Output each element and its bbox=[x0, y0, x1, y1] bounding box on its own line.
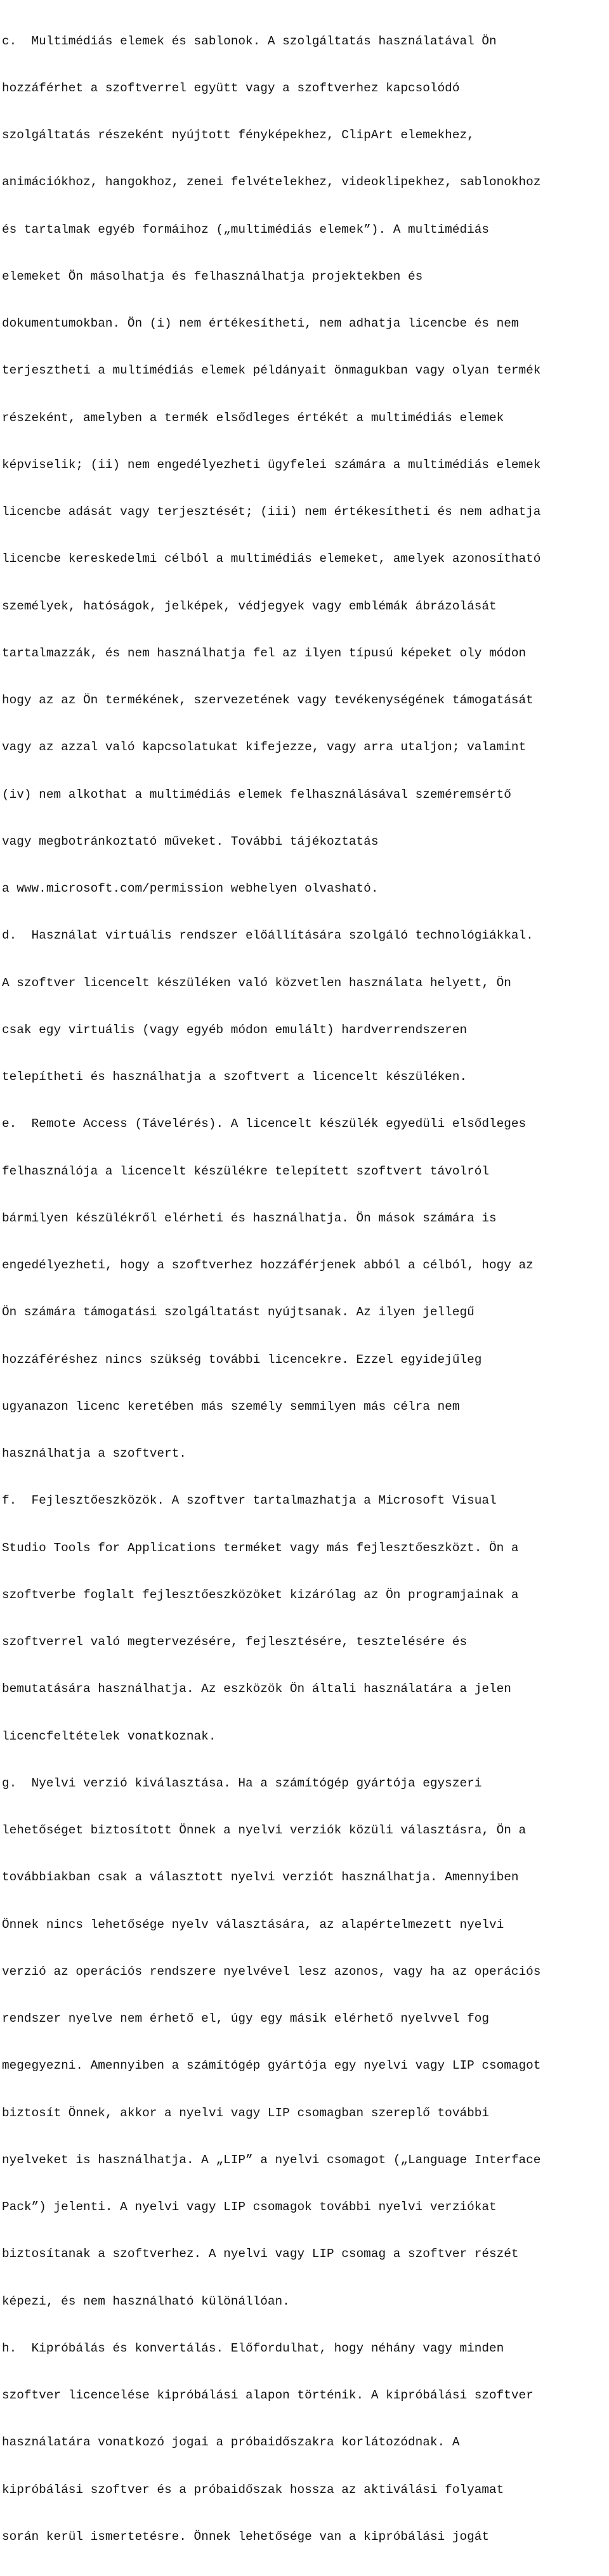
text-line: továbbiakban csak a választott nyelvi verziót használhatja. Amennyiben bbox=[2, 1870, 519, 1885]
text-line: lehetőséget biztosított Önnek a nyelvi verziók közüli választásra, Ön a bbox=[2, 1823, 527, 1837]
license-text-body bbox=[2, 2, 608, 2576]
text-line: rendszer nyelve nem érhető el, úgy egy másik elérhető nyelvvel fog bbox=[2, 2012, 489, 2026]
text-line: szolgáltatás részeként nyújtott fényképekhez, ClipArt elemekhez, bbox=[2, 128, 475, 142]
text-line: g. Nyelvi verzió kiválasztása. Ha a számítógép gyártója egyszeri bbox=[2, 1776, 482, 1790]
text-line: h. Kipróbálás és konvertálás. Előfordulhat, hogy néhány vagy minden bbox=[2, 2341, 504, 2355]
text-line: használatára vonatkozó jogai a próbaidőszakra korlátozódnak. A bbox=[2, 2435, 460, 2450]
text-line: és tartalmak egyéb formáihoz („multimédiás elemek”). A multimédiás bbox=[2, 222, 489, 237]
text-line: vagy megbotránkoztató műveket. További tájékoztatás bbox=[2, 834, 379, 849]
text-line: telepítheti és használhatja a szoftvert a licencelt készüléken. bbox=[2, 1070, 468, 1084]
text-line: c. Multimédiás elemek és sablonok. A szolgáltatás használatával Ön bbox=[2, 34, 497, 48]
text-line: kipróbálási szoftver és a próbaidőszak hossza az aktiválási folyamat bbox=[2, 2482, 504, 2497]
text-line: verzió az operációs rendszere nyelvével lesz azonos, vagy ha az operációs bbox=[2, 1964, 541, 1979]
text-line: csak egy virtuális (vagy egyéb módon emulált) hardverrendszeren bbox=[2, 1022, 468, 1037]
text-line: tartalmazzák, és nem használhatja fel az ilyen típusú képeket oly módon bbox=[2, 646, 527, 660]
text-line: szoftverrel való megtervezésére, fejlesztésére, tesztelésére és bbox=[2, 1635, 468, 1649]
text-line: során kerül ismertetésre. Önnek lehetősége van a kipróbálási jogát bbox=[2, 2529, 489, 2544]
text-line: hogy az az Ön termékének, szervezetének vagy tevékenységének támogatását bbox=[2, 693, 534, 707]
text-line: szoftverbe foglalt fejlesztőeszközöket kizárólag az Ön programjainak a bbox=[2, 1587, 519, 1602]
text-line: e. Remote Access (Távelérés). A licencelt készülék egyedüli elsődleges bbox=[2, 1117, 527, 1131]
text-line: f. Fejlesztőeszközök. A szoftver tartalmazhatja a Microsoft Visual bbox=[2, 1493, 497, 1508]
text-line: használhatja a szoftvert. bbox=[2, 1447, 187, 1460]
text-line: licencbe kereskedelmi célból a multimédiás elemeket, amelyek azonosítható bbox=[2, 552, 541, 566]
text-line: animációkhoz, hangokhoz, zenei felvételekhez, videoklipekhez, sablonokhoz bbox=[2, 175, 541, 190]
text-line: személyek, hatóságok, jelképek, védjegyek vagy emblémák ábrázolását bbox=[2, 599, 497, 613]
text-line: a www.microsoft.com/permission webhelyen olvasható. bbox=[2, 881, 379, 895]
text-line: ugyanazon licenc keretében más személy semmilyen más célra nem bbox=[2, 1399, 460, 1414]
text-line: licencbe adását vagy terjesztését; (iii) nem értékesítheti és nem adhatja bbox=[2, 505, 541, 519]
text-line: bármilyen készülékről elérheti és használhatja. Ön mások számára is bbox=[2, 1211, 497, 1225]
text-line: bemutatására használhatja. Az eszközök Ön általi használatára a jelen bbox=[2, 1682, 511, 1696]
text-line: Pack”) jelenti. A nyelvi vagy LIP csomagok további nyelvi verziókat bbox=[2, 2200, 497, 2214]
text-line: Studio Tools for Applications terméket vagy más fejlesztőeszközt. Ön a bbox=[2, 1540, 519, 1555]
text-line: Önnek nincs lehetősége nyelv választására, az alapértelmezett nyelvi bbox=[2, 1917, 504, 1932]
text-line: felhasználója a licencelt készülékre telepített szoftvert távolról bbox=[2, 1164, 489, 1178]
text-line: szoftver licencelése kipróbálási alapon történik. A kipróbálási szoftver bbox=[2, 2388, 534, 2402]
text-line: Ön számára támogatási szolgáltatást nyújtsanak. Az ilyen jellegű bbox=[2, 1305, 475, 1320]
text-line: részeként, amelyben a termék elsődleges értékét a multimédiás elemek bbox=[2, 410, 504, 425]
text-line: licencfeltételek vonatkoznak. bbox=[2, 1729, 216, 1743]
text-line: képviselik; (ii) nem engedélyezheti ügyfelei számára a multimédiás elemek bbox=[2, 457, 541, 472]
text-line: terjesztheti a multimédiás elemek példányait önmagukban vagy olyan termék bbox=[2, 363, 541, 378]
text-line: nyelveket is használhatja. A „LIP” a nyelvi csomagot („Language Interface bbox=[2, 2152, 541, 2167]
text-line: A szoftver licencelt készüléken való közvetlen használata helyett, Ön bbox=[2, 975, 511, 990]
text-line: hozzáféréshez nincs szükség további licencekre. Ezzel egyidejűleg bbox=[2, 1352, 482, 1367]
text-line: biztosít Önnek, akkor a nyelvi vagy LIP csomagban szereplő további bbox=[2, 2105, 489, 2120]
text-line: (iv) nem alkothat a multimédiás elemek felhasználásával szeméremsértő bbox=[2, 787, 511, 802]
text-line: hozzáférhet a szoftverrel együtt vagy a szoftverhez kapcsolódó bbox=[2, 81, 460, 95]
text-line: biztosítanak a szoftverhez. A nyelvi vagy LIP csomag a szoftver részét bbox=[2, 2247, 519, 2261]
text-line: elemeket Ön másolhatja és felhasználhatja projektekben és bbox=[2, 269, 423, 283]
text-line: d. Használat virtuális rendszer előállítására szolgáló technológiákkal. bbox=[2, 928, 534, 943]
text-line: vagy az azzal való kapcsolatukat kifejezze, vagy arra utaljon; valamint bbox=[2, 740, 527, 755]
text-line: dokumentumokban. Ön (i) nem értékesítheti, nem adhatja licencbe és nem bbox=[2, 316, 519, 330]
text-line: képezi, és nem használható különállóan. bbox=[2, 2294, 290, 2308]
text-line: engedélyezheti, hogy a szoftverhez hozzáférjenek abból a célból, hogy az bbox=[2, 1258, 534, 1272]
text-line: megegyezni. Amennyiben a számítógép gyártója egy nyelvi vagy LIP csomagot bbox=[2, 2059, 541, 2073]
